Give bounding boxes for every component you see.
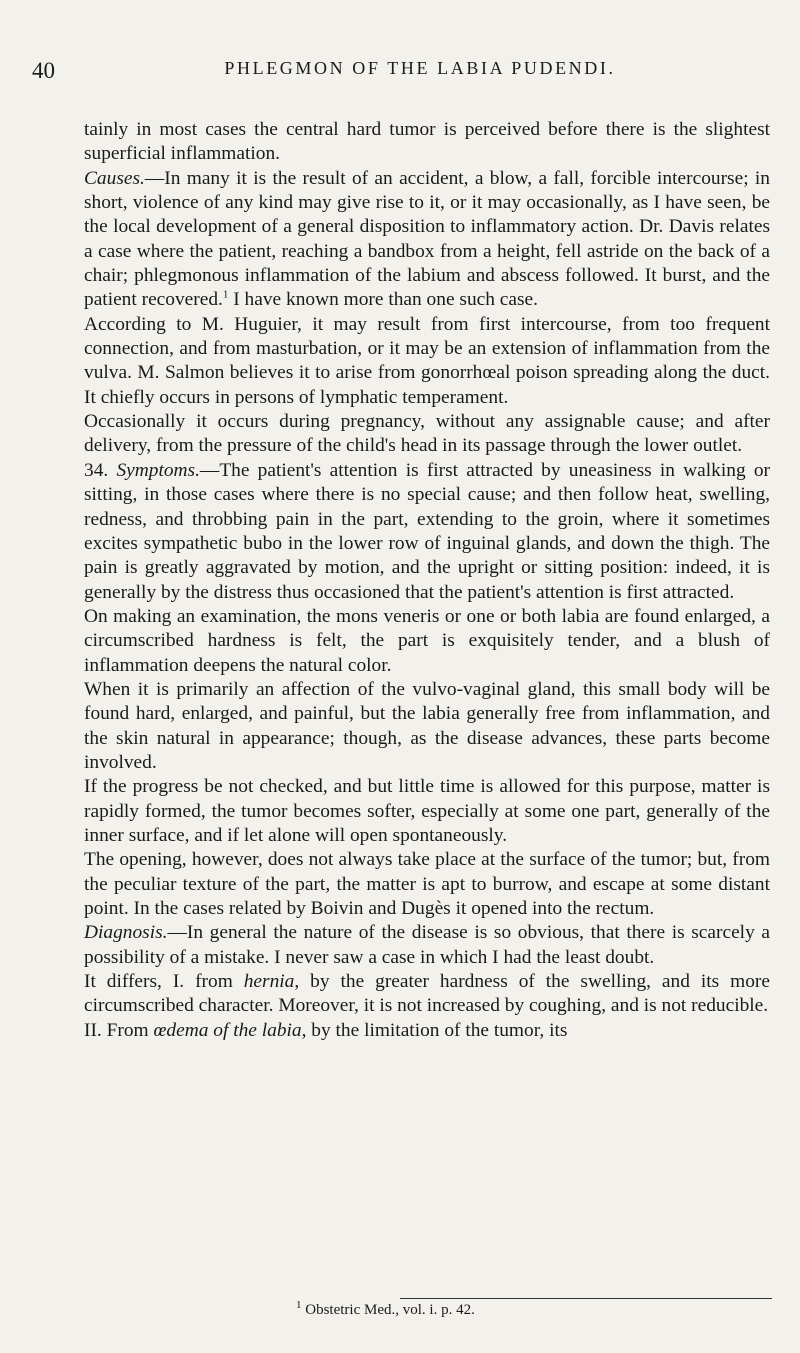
- section-heading: Symptoms.: [116, 459, 200, 481]
- paragraph: On making an examination, the mons veneris or one or both labia are found enlarged, a circumscribed hardness is felt, the part is exquisitely tender, and a blush of inflammation deepens the natural color.: [84, 605, 770, 676]
- footnote-ref: 1: [222, 288, 229, 301]
- footnote-divider: [400, 1298, 772, 1299]
- section-heading: Causes.: [84, 167, 145, 189]
- paragraph: Occasionally it occurs during pregnancy, without any assignable cause; and after delivery, from the pressure of the child's head in its passage through the lower outlet.: [84, 411, 770, 457]
- body-text: [84, 118, 770, 1043]
- footnote-text: Obstetric Med., vol. i. p. 42.: [301, 1302, 475, 1318]
- section-heading: Diagnosis.: [84, 922, 168, 944]
- running-head: PHLEGMON OF THE LABIA PUDENDI.: [224, 58, 616, 78]
- paragraph: The opening, however, does not always take place at the surface of the tumor; but, from the peculiar texture of the part, the matter is apt to burrow, and escape at some distant point. In the cases related by Boivin and Dugès it opened into the rectum.: [84, 849, 770, 919]
- footnote-marker: 1: [296, 1299, 302, 1311]
- footnote: [296, 1299, 475, 1319]
- paragraph-symptoms: 34. Symptoms.—The patient's attention is first attracted by uneasiness in walking or sitting, in those cases where there is no special cause; and then follow heat, swelling, redness, and throbbing pain in the part, extending to the groin, where it sometimes excites sympathetic bubo in the lower row of inguinal glands, and down the thigh. The pain is greatly aggravated by motion, and the upright or sitting position: indeed, it is generally by the distress thus occasioned that the patient's attention is first attracted.: [84, 459, 770, 603]
- paragraph: According to M. Huguier, it may result from first intercourse, from too frequent connection, and from masturbation, or it may be an extension of inflammation from the vulva. M. Salmon believes it to arise from gonorrhœal poison spreading along the duct. It chiefly occurs in persons of lymphatic temperament.: [84, 313, 770, 408]
- page-number: 40: [32, 58, 55, 83]
- paragraph: It differs, I. from hernia, by the greater hardness of the swelling, and its more circumscribed character. Moreover, it is not increased by coughing, and is not reducible.: [84, 971, 770, 1017]
- paragraph-causes: Causes.—In many it is the result of an accident, a blow, a fall, forcible intercourse; in short, violence of any kind may give rise to it, or it may occasionally, as I have seen, be the local development of a general disposition to inflammatory action. Dr. Davis relates a case where the patient, reaching a bandbox from a height, fell astride on the back of a chair; phlegmonous inflammation of the labium and abscess followed. It burst, and the patient recovered.$^1$ I have known more than one such case.: [84, 167, 770, 311]
- page-header: [32, 58, 768, 88]
- paragraph-diagnosis: Diagnosis.—In general the nature of the disease is so obvious, that there is scarcely a possibility of a mistake. I never saw a case in which I had the least doubt.: [84, 922, 770, 968]
- section-number: 34.: [84, 459, 117, 481]
- paragraph: II. From œdema of the labia, by the limitation of the tumor, its: [84, 1019, 568, 1041]
- paragraph: When it is primarily an affection of the vulvo-vaginal gland, this small body will be found hard, enlarged, and painful, but the labia generally free from inflammation, and the skin natural in appearance; though, as the disease advances, these parts become involved.: [84, 678, 770, 773]
- paragraph: tainly in most cases the central hard tumor is perceived before there is the slightest superficial inflammation.: [84, 119, 770, 165]
- paragraph: If the progress be not checked, and but little time is allowed for this purpose, matter is rapidly formed, the tumor becomes softer, especially at some one part, generally of the inner surface, and if let alone will open spontaneously.: [84, 776, 770, 846]
